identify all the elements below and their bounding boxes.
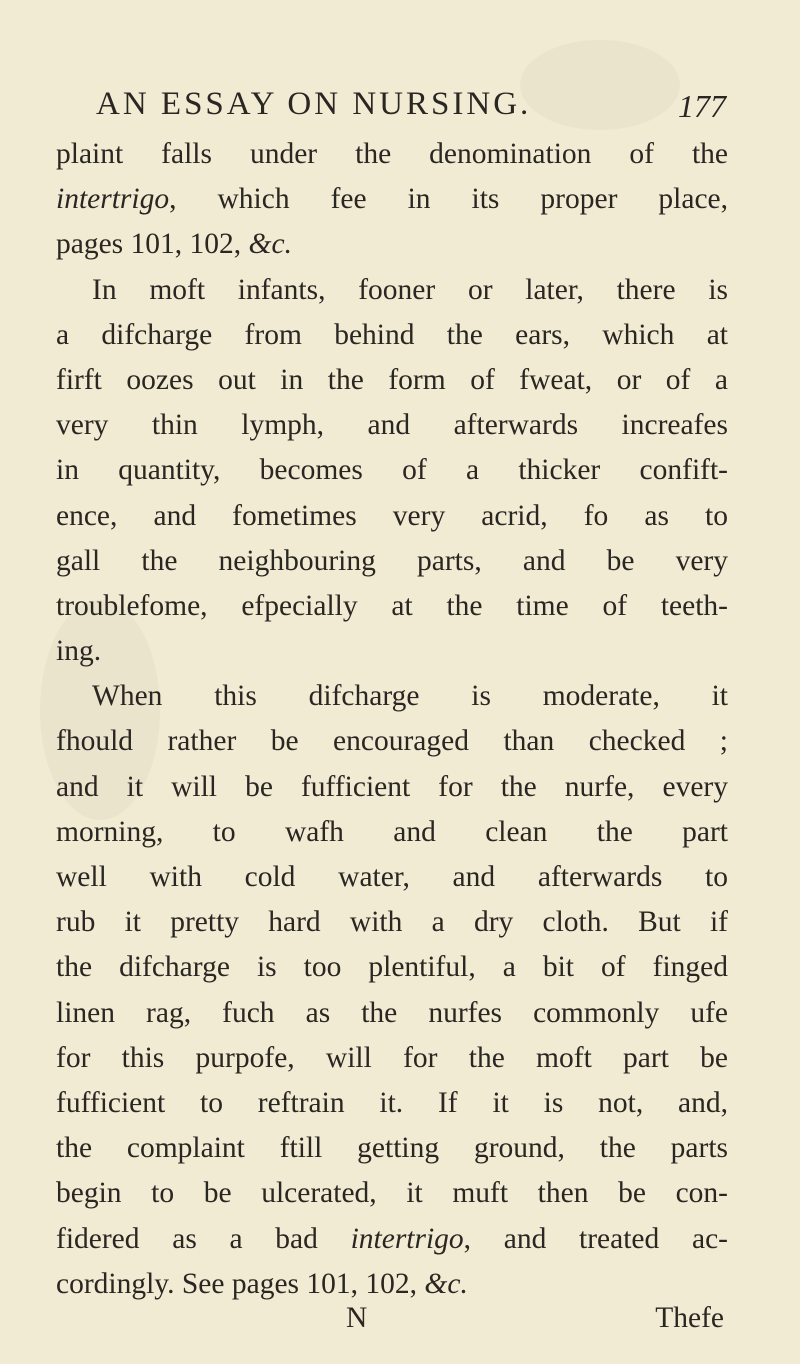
page-footer [56,1302,728,1347]
text-segment: , and treated ac- [463,1222,728,1255]
text-segment: plaint falls under the denomination of the [56,138,728,170]
text-segment: gall the neighbouring parts, and be very [56,544,728,577]
text-segment: rub it pretty hard with a dry cloth. But if [56,906,728,939]
text-line [56,629,728,674]
text-line [56,900,728,945]
text-segment: in quantity, becomes of a thicker confift- [56,454,728,487]
text-line [56,719,728,764]
text-line [56,268,728,313]
text-segment: fufficient to reftrain it. If it is not, and, [56,1086,728,1119]
italic-text: intertrigo [350,1222,464,1255]
text-segment: cordingly. See pages 101, 102, [56,1267,425,1300]
text-line [56,494,728,539]
text-segment: fidered as a bad [56,1222,351,1255]
text-line [56,1217,728,1262]
text-segment: begin to be ulcerated, it muft then be con- [56,1177,728,1210]
text-segment: morning, to wafh and clean the part [56,815,728,848]
text-segment: ing. [56,635,102,668]
text-segment: In moft infants, fooner or later, there is [92,273,728,306]
text-segment: troublefome, efpecially at the time of teeth- [56,589,728,622]
text-segment: linen rag, fuch as the nurfes commonly ufe [56,996,728,1029]
text-segment: fhould rather be encouraged than checked ; [56,725,728,758]
text-line [56,222,728,267]
text-line [56,674,728,719]
text-segment: ence, and fometimes very acrid, fo as to [56,499,728,532]
text-segment: well with cold water, and afterwards to [56,861,728,893]
text-line [56,539,728,584]
text-line [56,1126,728,1171]
text-segment: When this difcharge is moderate, it [92,680,728,713]
text-line [56,1262,728,1307]
text-line [56,855,728,900]
text-line [56,403,728,448]
text-segment: pages 101, 102, [56,228,249,261]
text-segment: the difcharge is too plentiful, a bit of finged [56,951,728,984]
body-text [56,132,728,1307]
italic-text: intertrigo [56,183,170,216]
text-line [56,810,728,855]
signature-mark: N [346,1302,368,1334]
catchword: Thefe [655,1302,724,1334]
page-header [96,86,726,136]
italic-text: &c. [424,1267,468,1300]
text-line [56,448,728,493]
text-line [56,313,728,358]
text-line [56,1036,728,1081]
text-line [56,358,728,403]
text-segment: firft oozes out in the form of fweat, or of a [56,363,728,396]
text-line [56,1081,728,1126]
running-head: AN ESSAY ON NURSING. [96,86,532,122]
text-line [56,991,728,1036]
text-segment: a difcharge from behind the ears, which at [56,318,728,351]
text-line [56,1171,728,1216]
text-segment: , which fee in its proper place, [169,183,728,216]
text-segment: and it will be fufficient for the nurfe, every [56,770,728,803]
text-segment: for this purpofe, will for the moft part be [56,1041,728,1074]
text-segment: the complaint ftill getting ground, the parts [56,1132,728,1165]
text-line [56,945,728,990]
text-line [56,584,728,629]
text-segment: very thin lymph, and afterwards increafes [56,409,728,442]
text-line [56,765,728,810]
text-line [56,132,728,177]
text-line [56,177,728,222]
italic-text: &c. [248,228,292,261]
page-number: 177 [678,88,726,124]
